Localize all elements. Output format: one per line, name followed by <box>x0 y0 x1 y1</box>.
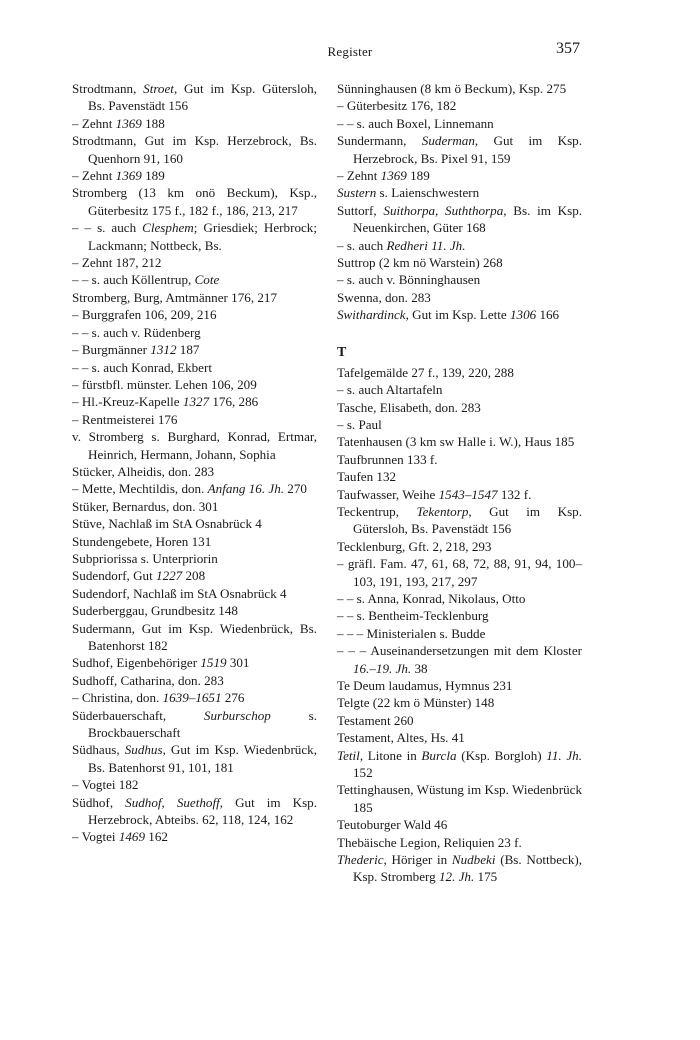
index-entry: Swenna, don. 283 <box>337 289 431 305</box>
index-entry: Testament, Altes, Hs. 41 <box>337 730 465 746</box>
index-entry: – fürstbfl. münster. Lehen 106, 209 <box>72 376 257 392</box>
index-entry: Sudhoff, Catharina, don. 283 <box>72 672 224 688</box>
index-entry: – Zehnt 1369 188 <box>72 115 165 131</box>
index-entry: Subpriorissa s. Unterpriorin <box>72 550 218 566</box>
running-head <box>0 38 700 62</box>
index-entry: – Burgmänner 1312 187 <box>72 342 200 358</box>
index-entry: – – s. Anna, Konrad, Nikolaus, Otto <box>337 590 526 606</box>
index-entry: – s. auch Redheri 11. Jh. <box>337 237 466 253</box>
index-group-t <box>337 364 582 886</box>
index-entry: Suderberggau, Grundbesitz 148 <box>72 603 238 619</box>
index-entry: – Hl.-Kreuz-Kapelle 1327 176, 286 <box>72 394 259 410</box>
index-entry: Strodtmann, Gut im Ksp. Herzebrock, Bs. Quenhorn 91, 160 <box>72 133 317 166</box>
index-entry: – Zehnt 187, 212 <box>72 255 162 271</box>
index-entry: Sundermann, Suderman, Gut im Ksp. Herzebrock, Bs. Pixel 91, 159 <box>337 133 582 166</box>
index-entry: – – – Auseinandersetzungen mit dem Kloster 16.–19. Jh. 38 <box>337 643 582 676</box>
index-entry: Teckentrup, Tekentorp, Gut im Ksp. Gütersloh, Bs. Pavenstädt 156 <box>337 503 582 537</box>
index-entry: – Vogtei 182 <box>72 777 139 793</box>
index-entry: Teutoburger Wald 46 <box>337 817 448 833</box>
index-entry: Südhof, Sudhof, Suethoff, Gut im Ksp. Herzebrock, Abteibs. 62, 118, 124, 162 <box>72 794 317 828</box>
index-entry: Taufen 132 <box>337 469 397 485</box>
index-entry: Tettinghausen, Wüstung im Ksp. Wiedenbrück 185 <box>337 782 582 815</box>
index-entry: Südhaus, Sudhus, Gut im Ksp. Wiedenbrück, Bs. Batenhorst 91, 101, 181 <box>72 742 317 775</box>
index-column-right <box>337 80 582 886</box>
index-entry: Tetil, Litone in Burcla (Ksp. Borgloh) 11. Jh. 152 <box>337 747 582 781</box>
index-entry: v. Stromberg s. Burghard, Konrad, Ertmar, Heinrich, Hermann, Johann, Sophia <box>72 429 317 462</box>
index-entry: Suttorf, Suithorpa, Suththorpa, Bs. im Ksp. Neuenkirchen, Güter 168 <box>337 202 583 236</box>
index-entry: Taufwasser, Weihe 1543–1547 132 f. <box>337 486 532 502</box>
index-entry: – Rentmeisterei 176 <box>72 411 178 427</box>
index-entry: Te Deum laudamus, Hymnus 231 <box>337 678 513 693</box>
index-entry: – Zehnt 1369 189 <box>337 168 430 184</box>
index-entry: – Burggrafen 106, 209, 216 <box>72 307 217 323</box>
index-entry: Sudendorf, Nachlaß im StA Osnabrück 4 <box>72 585 287 601</box>
index-entry: – Vogtei 1469 162 <box>72 829 168 845</box>
index-entry: Stromberg (13 km onö Beckum), Ksp., Güterbesitz 175 f., 182 f., 186, 213, 217 <box>72 185 317 218</box>
index-entry: Swithardinck, Gut im Ksp. Lette 1306 166 <box>337 307 560 323</box>
index-entry: Tasche, Elisabeth, don. 283 <box>337 399 481 415</box>
index-column-left <box>72 80 317 846</box>
index-entry: Tafelgemälde 27 f., 139, 220, 288 <box>337 364 514 380</box>
index-entry: Stücker, Alheidis, don. 283 <box>72 463 215 479</box>
index-entry: – – – Ministerialen s. Budde <box>337 625 486 641</box>
index-entry: Sudhof, Eigenbehöriger 1519 301 <box>72 655 250 671</box>
index-entry: – s. auch v. Bönninghausen <box>337 272 481 288</box>
index-entry: Sünninghausen (8 km ö Beckum), Ksp. 275 <box>337 81 567 96</box>
index-entry: – s. auch Altartafeln <box>337 382 443 398</box>
index-entry: Thederic, Höriger in Nudbeki (Bs. Nottbeck), Ksp. Stromberg 12. Jh. 175 <box>337 852 583 885</box>
index-entry: Sudendorf, Gut 1227 208 <box>72 568 206 584</box>
index-entry: Strodtmann, Stroet, Gut im Ksp. Gütersloh, Bs. Pavenstädt 156 <box>72 81 317 114</box>
index-entry: Thebäische Legion, Reliquien 23 f. <box>337 834 522 850</box>
index-entry: – Mette, Mechtildis, don. Anfang 16. Jh. 270 <box>72 481 307 497</box>
index-entry: Stromberg, Burg, Amtmänner 176, 217 <box>72 289 278 305</box>
index-entry: Testament 260 <box>337 712 414 728</box>
index-entry: Sustern s. Laienschwestern <box>337 185 480 201</box>
index-entry: Telgte (22 km ö Münster) 148 <box>337 695 495 711</box>
index-entry: – gräfl. Fam. 47, 61, 68, 72, 88, 91, 94, 100–103, 191, 193, 217, 297 <box>337 556 582 589</box>
index-entry: Stüker, Bernardus, don. 301 <box>72 498 219 514</box>
index-entry: – – s. auch Konrad, Ekbert <box>72 359 212 375</box>
index-entry: – – s. auch v. Rüdenberg <box>72 324 201 340</box>
index-entry: – – s. auch Clesphem; Griesdiek; Herbrock; Lackmann; Nottbeck, Bs. <box>72 220 317 253</box>
index-entry: Süderbauerschaft, Surburschop s. Brockbauerschaft <box>72 707 317 741</box>
section-letter-heading: T <box>337 344 347 360</box>
index-entry: Tatenhausen (3 km sw Halle i. W.), Haus 185 <box>337 434 575 450</box>
index-entry: – s. Paul <box>337 416 382 432</box>
page-number: 357 <box>556 40 580 57</box>
running-title: Register <box>327 44 373 59</box>
index-entry: Tecklenburg, Gft. 2, 218, 293 <box>337 538 492 554</box>
index-entry: – – s. Bentheim-Tecklenburg <box>337 608 489 624</box>
index-entry: – – s. auch Boxel, Linnemann <box>337 115 494 131</box>
index-entry: – Güterbesitz 176, 182 <box>337 98 457 114</box>
index-entry: Sudermann, Gut im Ksp. Wiedenbrück, Bs. Batenhorst 182 <box>72 620 317 653</box>
index-entry: – Zehnt 1369 189 <box>72 168 165 184</box>
index-entry: Suttrop (2 km nö Warstein) 268 <box>337 255 503 271</box>
index-group-s-continued <box>337 80 582 324</box>
index-entry: Stundengebete, Horen 131 <box>72 533 212 549</box>
index-entry: Taufbrunnen 133 f. <box>337 451 438 467</box>
index-entry: – – s. auch Köllentrup, Cote <box>72 272 220 288</box>
index-entry: – Christina, don. 1639–1651 276 <box>72 690 245 706</box>
index-entry: Stüve, Nachlaß im StA Osnabrück 4 <box>72 516 262 532</box>
